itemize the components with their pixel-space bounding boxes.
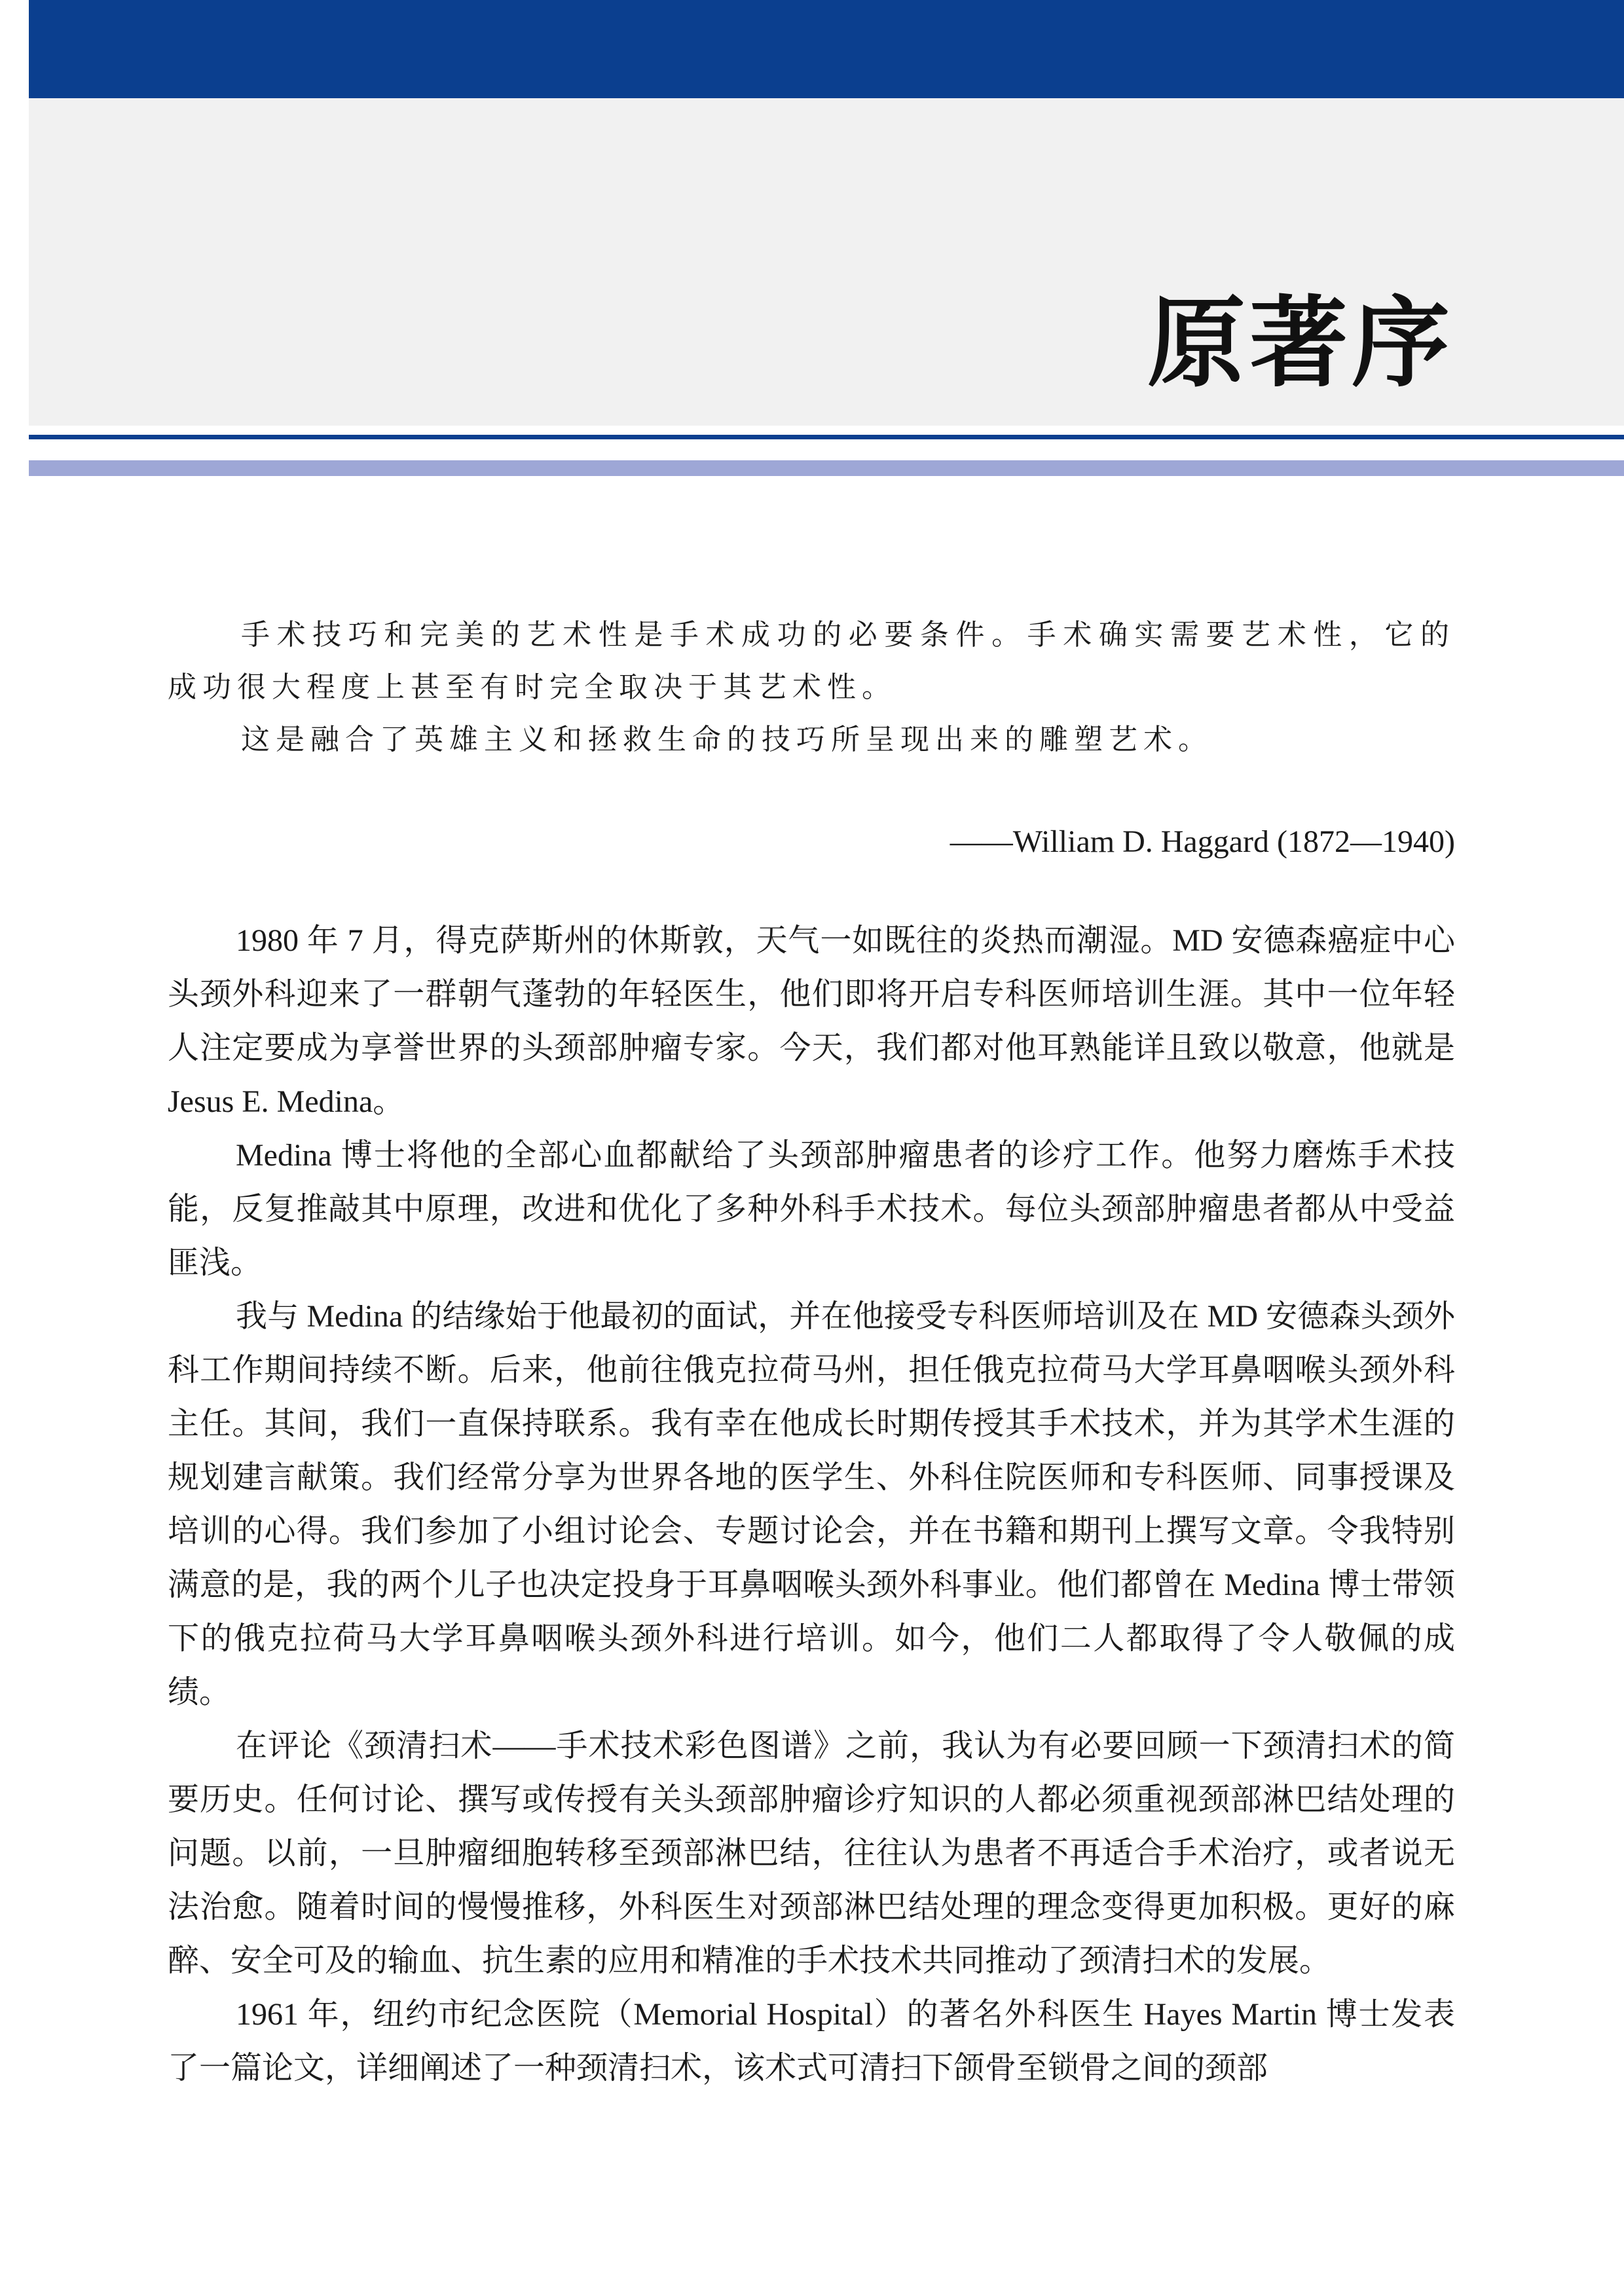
epigraph-paragraph: 这是融合了英雄主义和拯救生命的技巧所呈现出来的雕塑艺术。 [241,723,1213,756]
body-text [168,914,1455,2095]
header-rule-light [29,460,1624,476]
body-paragraph: 1961 年，纽约市纪念医院（Memorial Hospital）的著名外科医生 Hayes Martin 博士发表了一篇论文，详细阐述了一种颈清扫术，该术式可清扫下颌骨至锁骨之间的颈部 [168,1997,1455,2085]
body-paragraph: 1980 年 7 月，得克萨斯州的休斯敦，天气一如既往的炎热而潮湿。MD 安德森癌症中心头颈外科迎来了一群朝气蓬勃的年轻医生，他们即将开启专科医师培训生涯。其中一位年轻人注定要成为享誉世界的头颈部肿瘤专家。今天，我们都对他耳熟能详且致以敬意，他就是 Jesus E. Medina。 [168,923,1455,1119]
header-top-bar [29,0,1624,98]
epigraph-attribution: ——William D. Haggard (1872—1940) [950,824,1455,859]
page-title: 原著序 [1147,287,1454,401]
body-paragraph: Medina 博士将他的全部心血都献给了头颈部肿瘤患者的诊疗工作。他努力磨炼手术技能，反复推敲其中原理，改进和优化了多种外科手术技术。每位头颈部肿瘤患者都从中受益匪浅。 [168,1138,1455,1280]
body-paragraph: 在评论《颈清扫术——手术技术彩色图谱》之前，我认为有必要回顾一下颈清扫术的简要历史。任何讨论、撰写或传授有关头颈部肿瘤诊疗知识的人都必须重视颈部淋巴结处理的问题。以前，一旦肿瘤细胞转移至颈部淋巴结，往往认为患者不再适合手术治疗，或者说无法治愈。随着时间的慢慢推移，外科医生对颈部淋巴结处理的理念变得更加积极。更好的麻醉、安全可及的输血、抗生素的应用和精准的手术技术共同推动了颈清扫术的发展。 [168,1729,1455,1978]
epigraph-paragraph: 手术技巧和完美的艺术性是手术成功的必要条件。手术确实需要艺术性，它的成功很大程度上甚至有时完全取决于其艺术性。 [168,618,1455,704]
epigraph [168,609,1455,766]
body-paragraph: 我与 Medina 的结缘始于他最初的面试，并在他接受专科医师培训及在 MD 安德森头颈外科工作期间持续不断。后来，他前往俄克拉荷马州，担任俄克拉荷马大学耳鼻咽喉头颈外科主任。其间，我们一直保持联系。我有幸在他成长时期传授其手术技术，并为其学术生涯的规划建言献策。我们经常分享为世界各地的医学生、外科住院医师和专科医师、同事授课及培训的心得。我们参加了小组讨论会、专题讨论会，并在书籍和期刊上撰写文章。令我特别满意的是，我的两个儿子也决定投身于耳鼻咽喉头颈外科事业。他们都曾在 Medina 博士带领下的俄克拉荷马大学耳鼻咽喉头颈外科进行培训。如今，他们二人都取得了令人敬佩的成绩。 [168,1299,1455,1710]
header-rule-dark [29,435,1624,439]
